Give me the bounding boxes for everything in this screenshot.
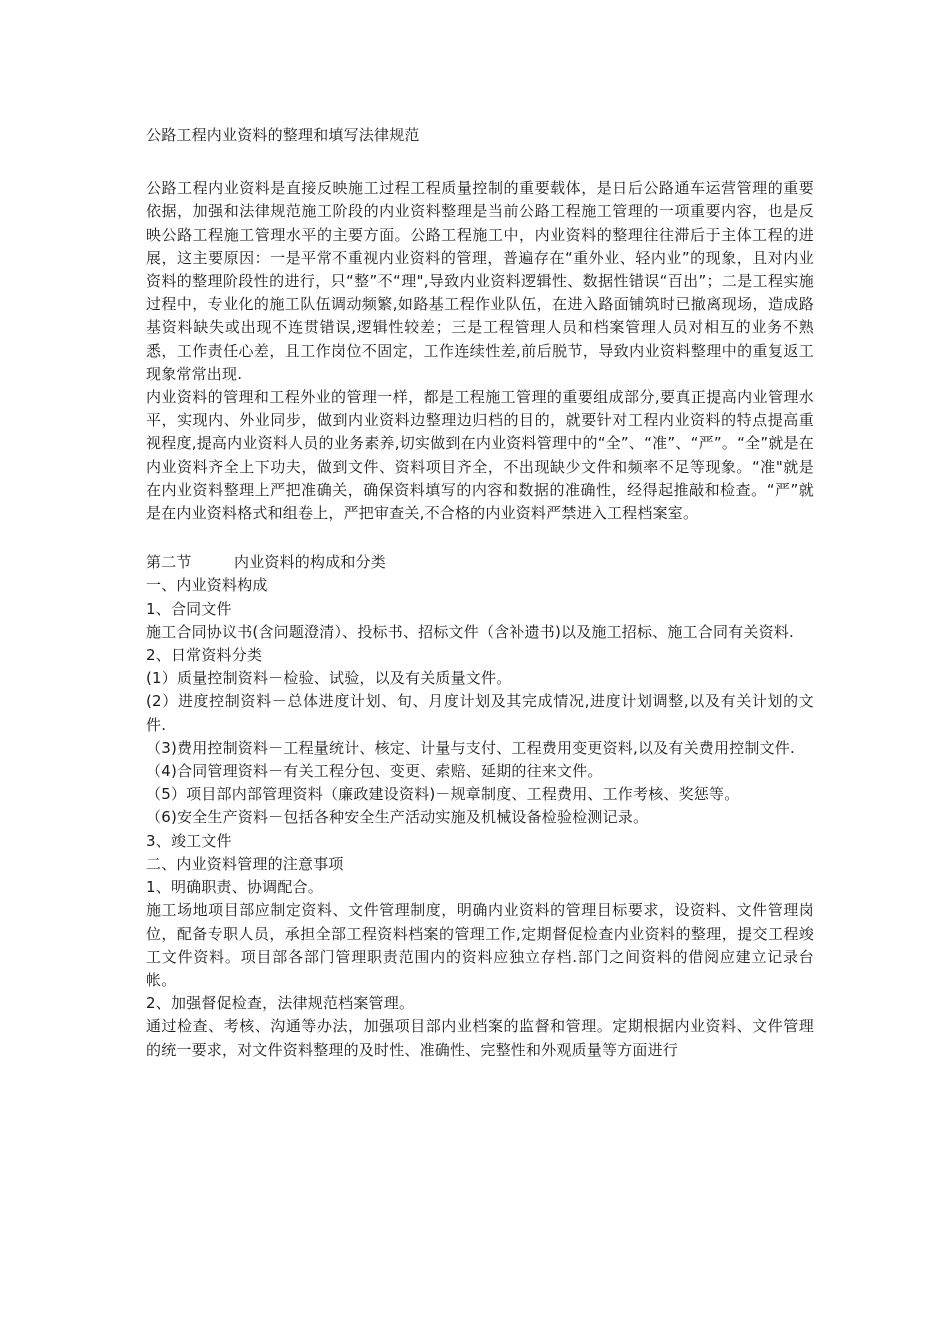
document-body (146, 124, 814, 1062)
subheading-line: 1、明确职责、协调配合。 (146, 878, 323, 897)
list-item: （4)合同管理资料－有关工程分包、变更、索赔、延期的往来文件。 (146, 762, 603, 781)
spacer (146, 525, 814, 551)
document-title: 公路工程内业资料的整理和填写法律规范 (146, 126, 420, 144)
subheading-line: 3、竣工文件 (146, 831, 232, 850)
body-line: 施工场地项目部应制定资料、文件管理制度，明确内业资料的管理目标要求，设资料、文件管理岗位，配备专职人员，承担全部工程资料档案的管理工作,定期督促检查内业资料的整理，提交工程竣工文件资料。项目部各部门管理职责范围内的资料应独立存档.部门之间资料的借阅应建立记录台帐。 (146, 901, 814, 989)
subheading-line: 2、日常资料分类 (146, 646, 263, 665)
subheading-line: 2、加强督促检查，法律规范档案管理。 (146, 994, 415, 1013)
heading-line: 一、内业资料构成 (146, 576, 268, 595)
list-item: （6)安全生产资料－包括各种安全生产活动实施及机械设备检验检测记录。 (146, 808, 649, 827)
intro-paragraph: 内业资料的管理和工程外业的管理一样，都是工程施工管理的重要组成部分,要真正提高内业管理水平，实现内、外业同步，做到内业资料边整理边归档的目的，就要针对工程内业资料的特点提高重视程度,提高内业资料人员的业务素养,切实做到在内业资料管理中的“全”、“准”、“严”。“全”就是在内业资料齐全上下功夫，做到文件、资料项目齐全，不出现缺少文件和频率不足等现象。“准"就是在内业资料整理上严把准确关，确保资料填写的内容和数据的准确性，经得起推敲和检查。“严”就是在内业资料格式和组卷上，严把审查关,不合格的内业资料严禁进入工程档案室。 (146, 388, 814, 523)
body-line: 通过检查、考核、沟通等办法，加强项目部内业档案的监督和管理。定期根据内业资料、文件管理的统一要求，对文件资料整理的及时性、准确性、完整性和外观质量等方面进行 (146, 1017, 814, 1059)
body-line: 施工合同协议书(含问题澄清）、投标书、招标文件（含补遗书)以及施工招标、施工合同有关资料. (146, 622, 794, 641)
section-heading (146, 551, 814, 574)
list-item: (2）进度控制资料－总体进度计划、旬、月度计划及其完成情况,进度计划调整,以及有关计划的文件. (146, 692, 814, 734)
section-title: 内业资料的构成和分类 (234, 553, 387, 572)
list-item: (1）质量控制资料－检验、试验，以及有关质量文件。 (146, 669, 512, 688)
subheading-line: 1、合同文件 (146, 599, 232, 618)
intro-paragraph: 公路工程内业资料是直接反映施工过程工程质量控制的重要载体，是日后公路通车运营管理的重要依据，加强和法律规范施工阶段的内业资料整理是当前公路工程施工管理的一项重要内容，也是反映公路工程施工管理水平的主要方面。公路工程施工中，内业资料的整理往往滞后于主体工程的进展，这主要原因：一是平常不重视内业资料的管理，普遍存在“重外业、轻内业”的现象，且对内业资料的整理阶段性的进行，只“整”不“理",导致内业资料逻辑性、数据性错误“百出”；二是工程实施过程中，专业化的施工队伍调动频繁,如路基工程作业队伍，在进入路面铺筑时已撤离现场，造成路基资料缺失或出现不连贯错误,逻辑性较差；三是工程管理人员和档案管理人员对相互的业务不熟悉，工作责任心差，且工作岗位不固定，工作连续性差,前后脱节，导致内业资料整理中的重复返工现象常常出现. (146, 179, 814, 383)
heading-line: 二、内业资料管理的注意事项 (146, 854, 344, 873)
list-item: （5）项目部内部管理资料（廉政建设资料)－规章制度、工程费用、工作考核、奖惩等。 (146, 785, 740, 804)
section-number: 第二节 (146, 553, 192, 572)
list-item: （3)费用控制资料－工程量统计、核定、计量与支付、工程费用变更资料,以及有关费用控制文件. (146, 738, 795, 757)
